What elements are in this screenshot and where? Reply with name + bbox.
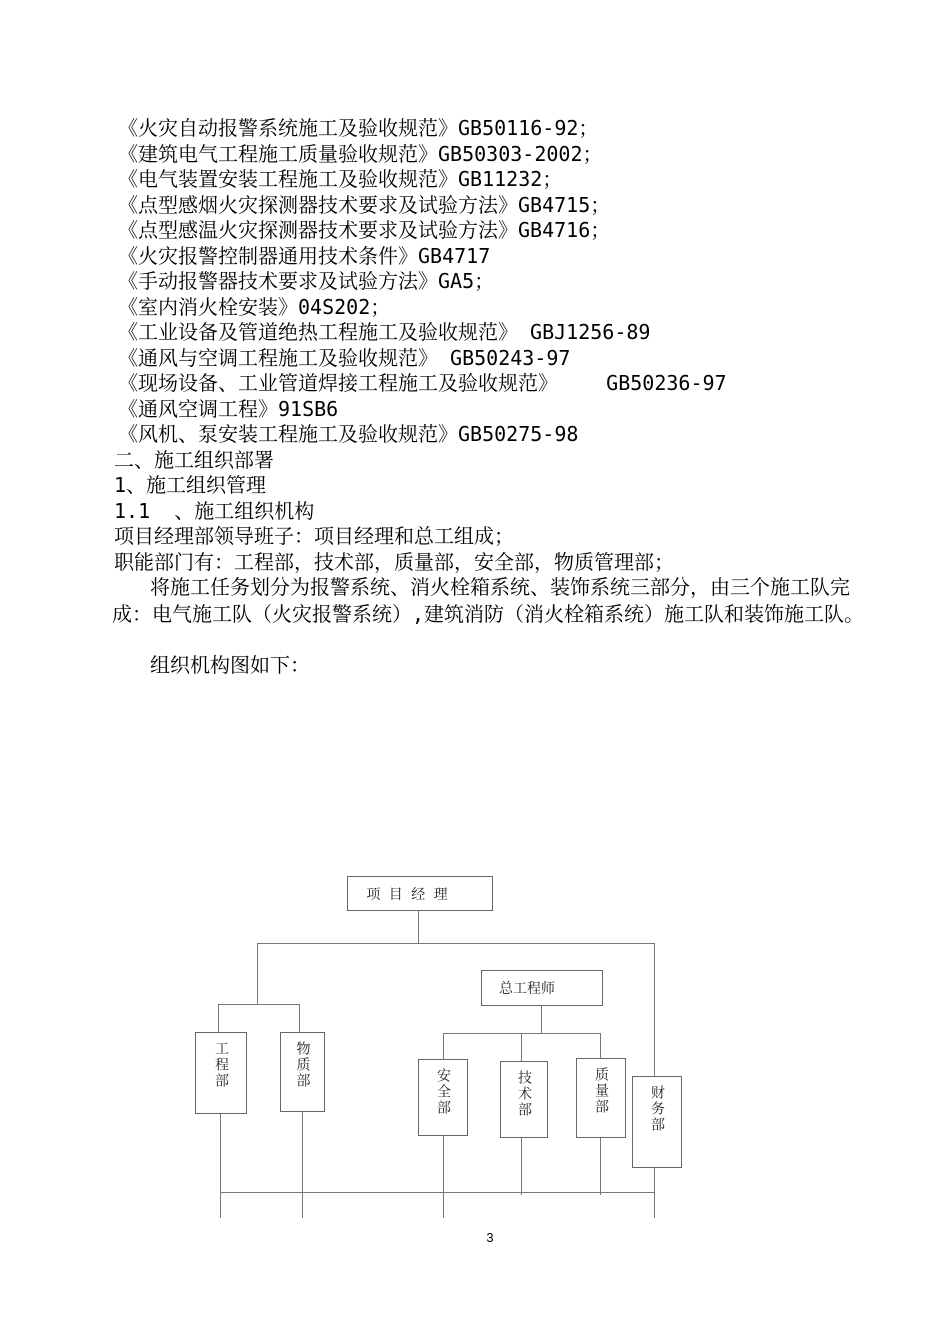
standard-item: 《火灾报警控制器通用技术条件》GB4717 xyxy=(118,243,491,268)
finance-dept-label: 财务部 xyxy=(649,1085,665,1133)
connector-line xyxy=(218,1004,219,1032)
materials-dept-label: 物质部 xyxy=(294,1041,311,1089)
connector-line xyxy=(299,1004,300,1032)
connector-line xyxy=(443,1033,601,1034)
safety-dept-label: 安全部 xyxy=(435,1068,451,1116)
materials-dept-box xyxy=(280,1032,325,1112)
section-heading: 二、施工组织部署 xyxy=(114,447,274,472)
connector-line xyxy=(443,1033,444,1059)
connector-line xyxy=(600,1033,601,1058)
standard-item: 《火灾自动报警系统施工及验收规范》GB50116-92； xyxy=(118,116,599,140)
connector-line xyxy=(541,1004,542,1034)
connector-line xyxy=(220,1192,655,1193)
leadership-line: 项目经理部领导班子：项目经理和总工组成； xyxy=(114,524,514,548)
sub-heading: 1、施工组织管理 xyxy=(114,473,267,497)
connector-line xyxy=(418,910,419,944)
connector-line xyxy=(443,1135,444,1218)
engineering-dept-label: 工程部 xyxy=(213,1041,229,1089)
connector-line xyxy=(521,1137,522,1195)
connector-line xyxy=(600,1137,601,1195)
standard-item: 《点型感温火灾探测器技术要求及试验方法》GB4716； xyxy=(118,218,611,242)
technical-dept-box xyxy=(500,1061,548,1138)
connector-line xyxy=(521,1033,522,1061)
connector-line xyxy=(654,943,655,1077)
standard-item: 《通风空调工程》91SB6 xyxy=(118,396,339,421)
connector-line xyxy=(218,1004,300,1005)
finance-dept-box xyxy=(632,1076,682,1168)
chief-engineer-box xyxy=(481,970,603,1006)
standard-item: 《风机、泵安装工程施工及验收规范》GB50275-98 xyxy=(118,422,579,446)
task-paragraph: 将施工任务划分为报警系统、消火栓箱系统、装饰系统三部分，由三个施工队完成：电气施工队（火灾报警系统）,建筑消防（消火栓箱系统）施工队和装饰施工队。 xyxy=(112,575,865,626)
standard-item: 《现场设备、工业管道焊接工程施工及验收规范》 GB50236-97 xyxy=(118,371,727,395)
connector-line xyxy=(302,1112,303,1218)
standard-item: 《通风与空调工程施工及验收规范》 GB50243-97 xyxy=(118,345,571,370)
standard-item: 《工业设备及管道绝热工程施工及验收规范》 GBJ1256-89 xyxy=(118,320,651,344)
standard-item: 《建筑电气工程施工质量验收规范》GB50303-2002； xyxy=(118,141,603,166)
standard-item: 《室内消火栓安装》04S202； xyxy=(118,294,391,319)
engineering-dept-box xyxy=(195,1032,247,1114)
quality-dept-box xyxy=(576,1058,626,1138)
standard-item: 《点型感烟火灾探测器技术要求及试验方法》GB4715； xyxy=(118,192,611,217)
connector-line xyxy=(654,1167,655,1218)
quality-dept-label: 质量部 xyxy=(593,1067,609,1115)
standard-item: 《手动报警器技术要求及试验方法》GA5； xyxy=(118,269,495,293)
sub-sub-heading: 1.1 、施工组织机构 xyxy=(114,498,315,523)
project-manager-label: 项 目 经 理 xyxy=(366,886,450,903)
standard-item: 《电气装置安装工程施工及验收规范》GB11232； xyxy=(118,167,563,191)
org-chart-intro: 组织机构图如下： xyxy=(150,653,310,677)
connector-line xyxy=(257,943,258,1005)
connector-line xyxy=(220,1112,221,1218)
page-number: 3 xyxy=(486,1230,494,1245)
safety-dept-box xyxy=(418,1059,468,1136)
connector-line xyxy=(257,943,655,944)
project-manager-box xyxy=(347,876,493,911)
departments-line: 职能部门有：工程部，技术部，质量部，安全部，物质管理部； xyxy=(114,549,674,574)
technical-dept-label: 技术部 xyxy=(516,1070,532,1118)
chief-engineer-label: 总工程师 xyxy=(499,981,555,997)
